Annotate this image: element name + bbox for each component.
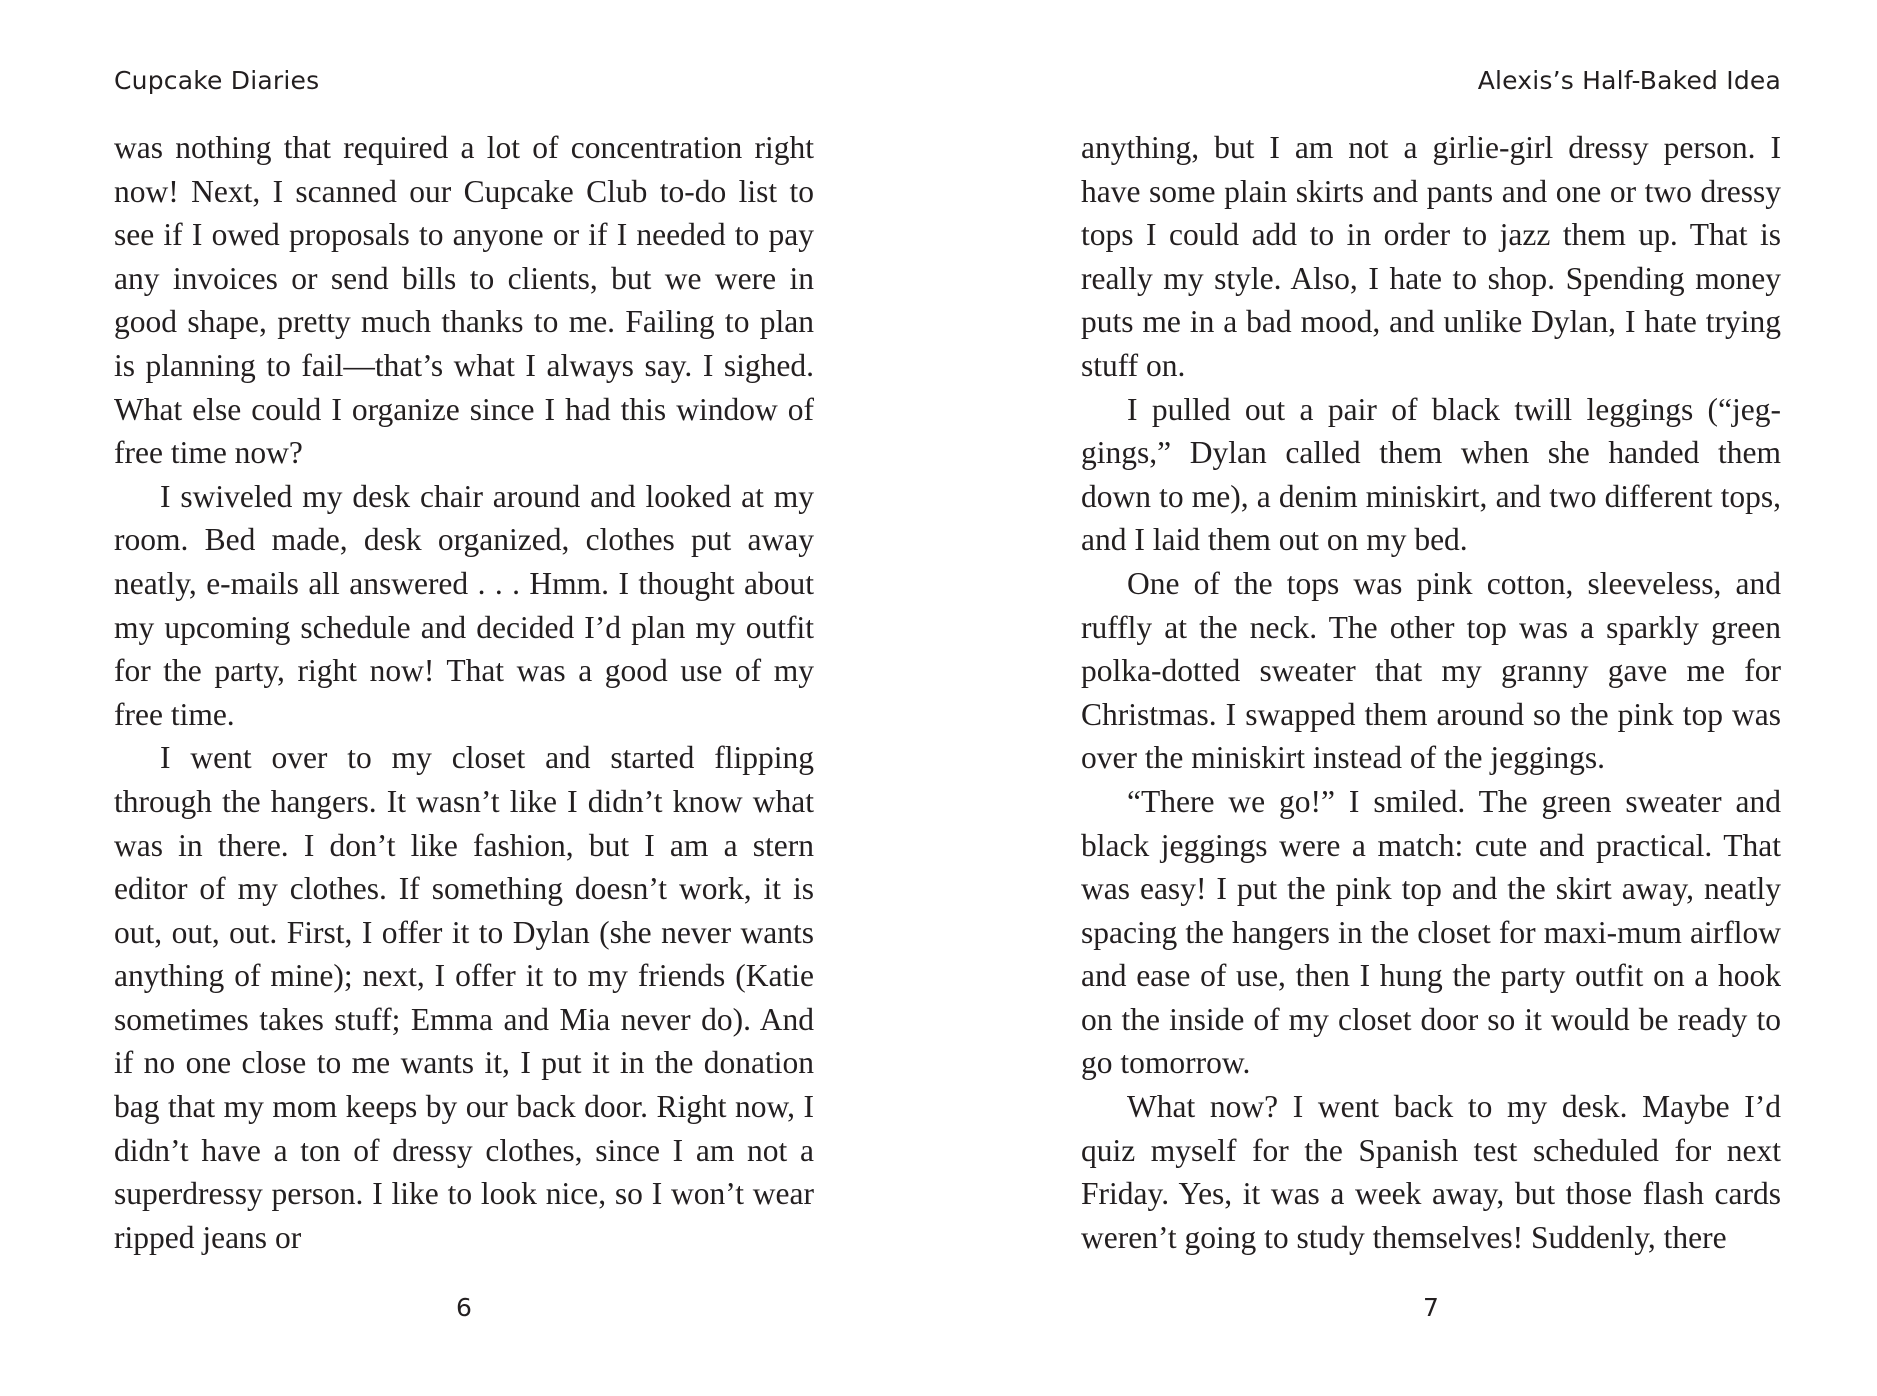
paragraph: “There we go!” I smiled. The green sweater and black jeggings were a match: cute and practical. That was easy! I put the pink top and the skirt away, neatly spacing the hangers in the closet for maxi-mum airflow and ease of use, then I hung the party outfit on a hook on the inside of my closet door so it would be ready to go tomorrow. [1081, 783, 1781, 1081]
running-head-book-title: Cupcake Diaries [114, 66, 320, 95]
paragraph: What now? I went back to my desk. Maybe I’d quiz myself for the Spanish test scheduled for next Friday. Yes, it was a week away, but those flash cards weren’t going to study themselves! Suddenly, there [1081, 1089, 1781, 1255]
right-page [1081, 0, 1781, 1396]
paragraph: One of the tops was pink cotton, sleeveless, and ruffly at the neck. The other top was a sparkly green polka-dotted sweater that my granny gave me for Christmas. I swapped them around so the pink top was over the miniskirt instead of the jeggings. [1081, 565, 1781, 776]
paragraph: was nothing that required a lot of concentration right now! Next, I scanned our Cupcake Club to-do list to see if I owed proposals to anyone or if I needed to pay any invoices or send bills to clients, but we were in good shape, pretty much thanks to me. Failing to plan is planning to fail—that’s what I always say. I sighed. What else could I organize since I had this window of free time now? [114, 130, 814, 471]
page-number: 6 [456, 1293, 472, 1322]
page-number: 7 [1423, 1293, 1439, 1322]
body-text [114, 126, 814, 1259]
left-page [114, 0, 814, 1396]
body-text [1081, 126, 1781, 1259]
paragraph: I went over to my closet and started flipping through the hangers. It wasn’t like I didn’t know what was in there. I don’t like fashion, but I am a stern editor of my clothes. If something doesn’t work, it is out, out, out. First, I offer it to Dylan (she never wants anything of mine); next, I offer it to my friends (Katie sometimes takes stuff; Emma and Mia never do). And if no one close to me wants it, I put it in the donation bag that my mom keeps by our back door. Right now, I didn’t have a ton of dressy clothes, since I am not a superdressy person. I like to look nice, so I won’t wear ripped jeans or [114, 740, 814, 1255]
paragraph: anything, but I am not a girlie-girl dressy person. I have some plain skirts and pants and one or two dressy tops I could add to in order to jazz them up. That is really my style. Also, I hate to shop. Spending money puts me in a bad mood, and unlike Dylan, I hate trying stuff on. [1081, 130, 1781, 383]
paragraph: I swiveled my desk chair around and looked at my room. Bed made, desk organized, clothes put away neatly, e-mails all answered . . . Hmm. I thought about my upcoming schedule and decided I’d plan my outfit for the party, right now! That was a good use of my free time. [114, 478, 814, 732]
paragraph: I pulled out a pair of black twill leggings (“jeg-gings,” Dylan called them when she handed them down to me), a denim miniskirt, and two different tops, and I laid them out on my bed. [1081, 391, 1781, 558]
running-head-chapter-title: Alexis’s Half-Baked Idea [1477, 66, 1781, 95]
